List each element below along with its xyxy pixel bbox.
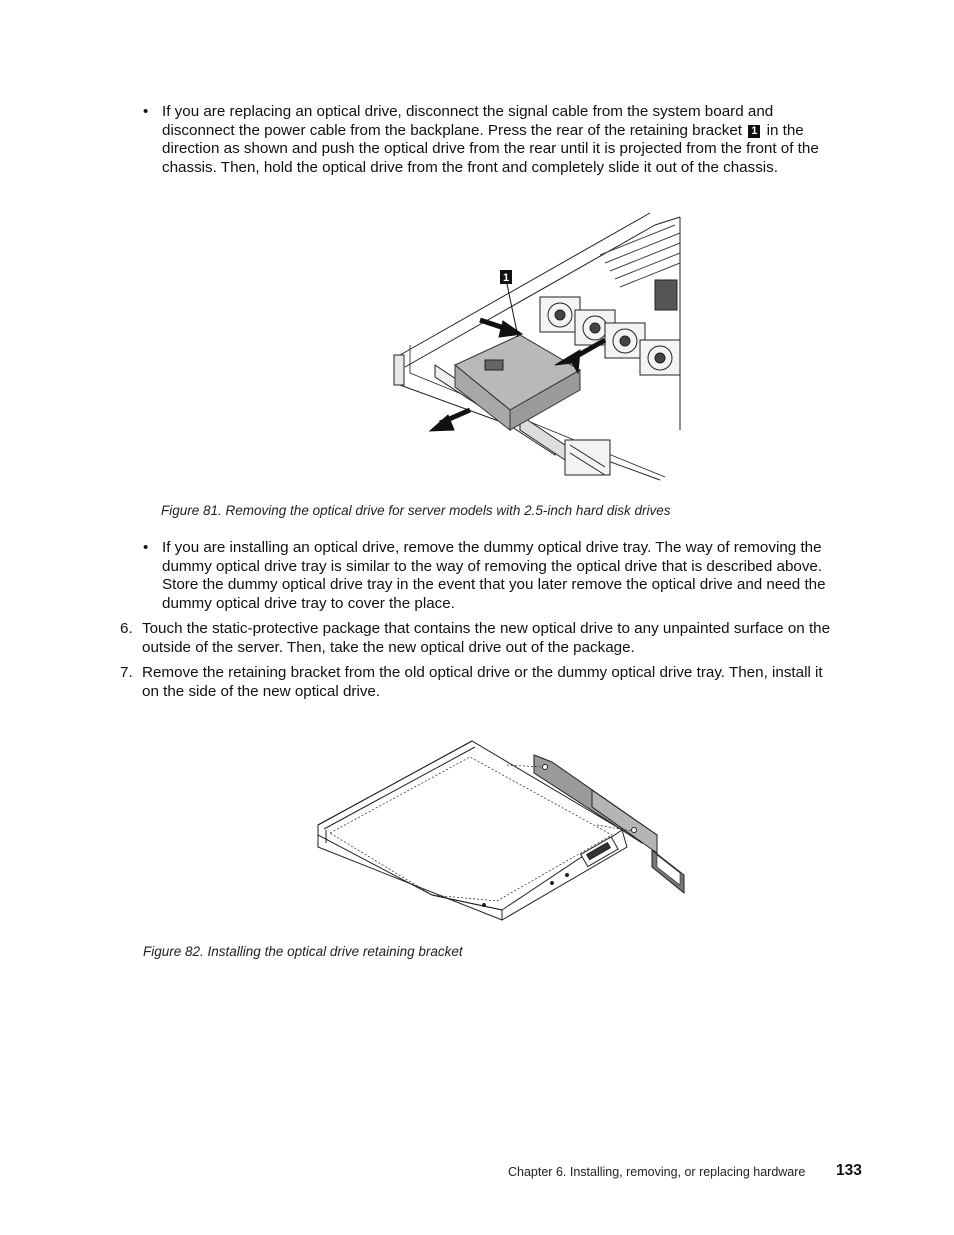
step-7-line-2: on the side of the new optical drive.: [142, 682, 381, 700]
bullet-1-line-4: chassis. Then, hold the optical drive from the front and completely slide it out of the chassis.: [162, 158, 778, 176]
bullet-1-line-2: disconnect the power cable from the backplane. Press the rear of the retaining bracket 1 in the: [162, 121, 804, 139]
step-7-text: [142, 664, 823, 701]
bullet-marker: •: [143, 103, 149, 120]
bullet-2-line-1: If you are installing an optical drive, remove the dummy optical drive tray. The way of removing the: [162, 539, 822, 556]
bullet-2-line-2: dummy optical drive tray is similar to the way of removing the optical drive that is described above.: [162, 557, 823, 575]
figure-82-caption: Figure 82. Installing the optical drive retaining bracket: [143, 944, 463, 959]
bullet-2-line-3: Store the dummy optical drive tray in the event that you later remove the optical drive and need the: [162, 576, 826, 594]
callout-1: 1: [748, 125, 760, 138]
bullet-1-line-3: direction as shown and push the optical drive from the rear until it is projected from the front of the: [162, 140, 819, 158]
step-6-text: [142, 620, 830, 657]
figure-81-illustration: [380, 205, 685, 485]
figure-82-illustration: [312, 735, 692, 925]
step-6-line-2: outside of the server. Then, take the new optical drive out of the package.: [142, 638, 635, 656]
page-number: 133: [836, 1162, 862, 1179]
bullet-2-text: [162, 539, 826, 613]
step-7-line-1: Remove the retaining bracket from the old optical drive or the dummy optical drive tray. Then, install it: [142, 664, 823, 681]
step-7-number: 7.: [120, 664, 133, 681]
footer-chapter: Chapter 6. Installing, removing, or replacing hardware: [508, 1165, 806, 1179]
bullet-1-text: [162, 103, 819, 177]
step-6-line-1: Touch the static-protective package that contains the new optical drive to any unpainted surface on the: [142, 620, 831, 637]
bullet-2-line-4: dummy optical drive tray to cover the place.: [162, 594, 455, 612]
figure-81-caption: Figure 81. Removing the optical drive for server models with 2.5-inch hard disk drives: [161, 503, 671, 518]
bullet-1-line-1: If you are replacing an optical drive, disconnect the signal cable from the system board and: [162, 103, 774, 120]
step-6-number: 6.: [120, 620, 133, 637]
bullet-marker: •: [143, 539, 149, 556]
figure-81-callout: 1: [502, 272, 510, 284]
